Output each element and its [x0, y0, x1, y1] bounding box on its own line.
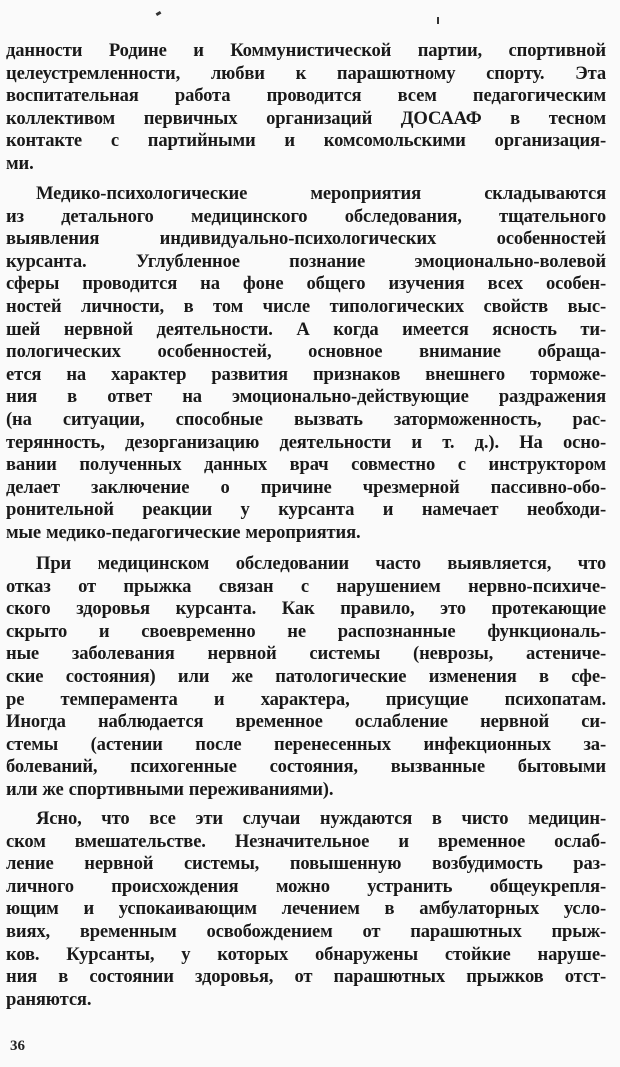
paragraph-4 [6, 808, 606, 1011]
text-line: Иногда наблюдается временное ослабление нервной си- [6, 711, 606, 733]
text-line: стемы (астении после перенесенных инфекционных за- [6, 733, 606, 755]
text-line: сферы проводится на фоне общего изучения всех особен- [6, 273, 606, 295]
text-line: ния в ответ на эмоционально-действующие раздражения [6, 386, 606, 408]
text-line: ские состояния) или же патологические изменения в сфе- [6, 665, 606, 687]
text-line: целеустремленности, любви к парашютному спорту. Эта [6, 62, 606, 84]
text-line: ков. Курсанты, у которых обнаружены стойкие наруше- [6, 943, 606, 965]
paragraph-2 [6, 183, 606, 545]
text-line: коллективом первичных организаций ДОСААФ в тесном [6, 107, 606, 129]
text-line: ния в состоянии здоровья, от парашютных прыжков отст- [6, 966, 606, 988]
text-line: ского здоровья курсанта. Как правило, это протекающие [6, 598, 606, 620]
text-line: шей нервной деятельности. А когда имеется ясность ти- [6, 318, 606, 340]
text-line: ные заболевания нервной системы (неврозы, астениче- [6, 643, 606, 665]
text-line: вании полученных данных врач совместно с инструктором [6, 454, 606, 476]
text-line: воспитательная работа проводится всем педагогическим [6, 85, 606, 107]
text-line: пологических особенностей, основное внимание обраща- [6, 341, 606, 363]
print-speck [156, 11, 162, 16]
paragraph-1 [6, 40, 606, 176]
text-line: ление нервной системы, повышенную возбудимость раз- [6, 853, 606, 875]
text-line: или же спортивными переживаниями). [6, 778, 334, 800]
text-line: из детального медицинского обследования, тщательного [6, 205, 606, 227]
text-line: терянность, дезорганизацию деятельности и т. д.). На осно- [6, 431, 606, 453]
print-speck [437, 17, 439, 24]
text-line: болеваний, психогенные состояния, вызванные бытовыми [6, 756, 606, 778]
text-line: ронительной реакции у курсанта и намечает необходи- [6, 499, 606, 521]
text-line: ется на характер развития признаков внешнего торможе- [6, 363, 606, 385]
text-line: (на ситуации, способные вызвать заторможенность, рас- [6, 408, 606, 430]
text-line: данности Родине и Коммунистической партии, спортивной [6, 40, 606, 61]
text-line: выявления индивидуально-психологических особенностей [6, 228, 606, 250]
text-line: личного происхождения можно устранить общеукрепля- [6, 875, 606, 897]
text-line: отказ от прыжка связан с нарушением нервно-психиче- [6, 575, 606, 597]
text-line: При медицинском обследовании часто выявляется, что [36, 553, 606, 574]
text-line: курсанта. Углубленное познание эмоционально-волевой [6, 250, 606, 272]
text-line: мые медико-педагогические мероприятия. [6, 521, 361, 543]
text-line: Медико-психологические мероприятия складываются [36, 183, 606, 204]
text-line: Ясно, что все эти случаи нуждаются в чисто медицин- [36, 808, 606, 829]
text-line: ре темперамента и характера, присущие психопатам. [6, 688, 606, 710]
text-line: контакте с партийными и комсомольскими организация- [6, 130, 606, 152]
text-line: ском вмешательстве. Незначительное и временное ослаб- [6, 830, 606, 852]
paragraph-3 [6, 553, 606, 802]
text-line: скрыто и своевременно не распознанные функциональ- [6, 620, 606, 642]
text-line: ми. [6, 152, 34, 174]
text-line: ющим и успокаивающим лечением в амбулаторных усло- [6, 898, 606, 920]
text-line: раняются. [6, 988, 92, 1010]
text-line: виях, временным освобождением от парашютных прыж- [6, 920, 606, 942]
page-number: 36 [10, 1038, 25, 1054]
text-line: делает заключение о причине чрезмерной пассивно-обо- [6, 476, 606, 498]
text-line: ностей личности, в том числе типологических свойств выс- [6, 295, 606, 317]
